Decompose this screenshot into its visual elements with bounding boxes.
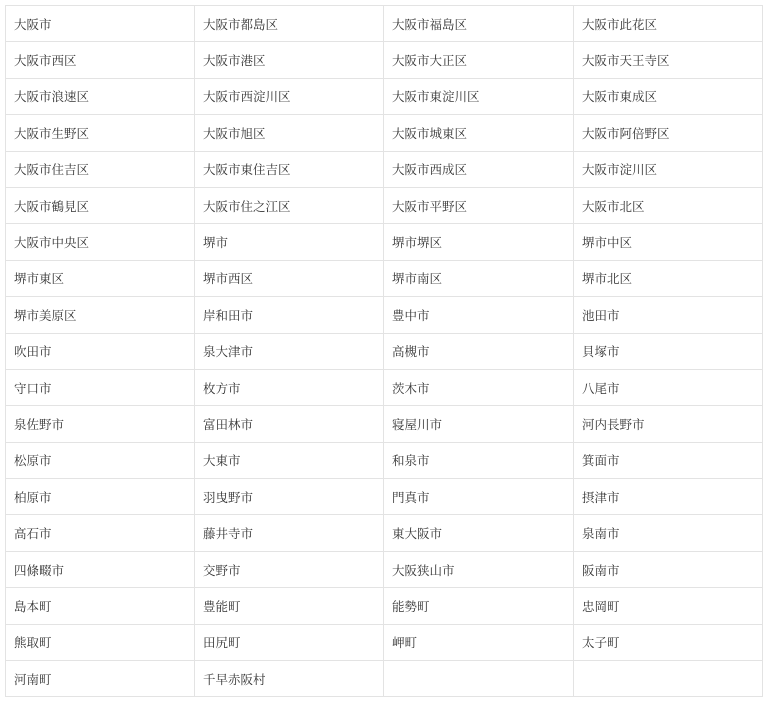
municipality-link[interactable]: 池田市	[574, 297, 763, 333]
municipality-link[interactable]: 大阪市都島区	[195, 6, 384, 42]
municipality-link[interactable]: 四條畷市	[6, 551, 195, 587]
municipality-link[interactable]: 大阪市淀川区	[574, 151, 763, 187]
municipality-link[interactable]: 大阪市北区	[574, 187, 763, 223]
municipality-link[interactable]: 枚方市	[195, 369, 384, 405]
municipality-link[interactable]: 阪南市	[574, 551, 763, 587]
municipality-link[interactable]: 大阪市住之江区	[195, 187, 384, 223]
municipality-link[interactable]: 高槻市	[384, 333, 574, 369]
municipality-link[interactable]: 大阪市天王寺区	[574, 42, 763, 78]
municipality-link[interactable]: 大阪狭山市	[384, 551, 574, 587]
municipality-link[interactable]: 大阪市住吉区	[6, 151, 195, 187]
municipality-link[interactable]: 大阪市中央区	[6, 224, 195, 260]
municipality-link[interactable]: 岸和田市	[195, 297, 384, 333]
municipality-link[interactable]: 和泉市	[384, 442, 574, 478]
municipality-link[interactable]: 堺市堺区	[384, 224, 574, 260]
municipality-link[interactable]: 羽曳野市	[195, 479, 384, 515]
table-row	[6, 369, 763, 405]
municipality-link[interactable]: 貝塚市	[574, 333, 763, 369]
municipality-link[interactable]: 豊中市	[384, 297, 574, 333]
table-row	[6, 442, 763, 478]
municipality-link[interactable]: 大阪市平野区	[384, 187, 574, 223]
empty-cell	[384, 661, 574, 697]
municipality-link[interactable]: 田尻町	[195, 624, 384, 660]
municipality-link[interactable]: 泉大津市	[195, 333, 384, 369]
municipality-link[interactable]: 堺市南区	[384, 260, 574, 296]
municipality-link[interactable]: 大阪市大正区	[384, 42, 574, 78]
municipality-link[interactable]: 河内長野市	[574, 406, 763, 442]
municipality-link[interactable]: 大阪市旭区	[195, 115, 384, 151]
municipality-link[interactable]: 泉佐野市	[6, 406, 195, 442]
municipality-link[interactable]: 大阪市鶴見区	[6, 187, 195, 223]
municipality-link[interactable]: 大阪市城東区	[384, 115, 574, 151]
empty-cell	[574, 661, 763, 697]
municipality-link[interactable]: 堺市西区	[195, 260, 384, 296]
municipality-link[interactable]: 大阪市浪速区	[6, 78, 195, 114]
municipality-link[interactable]: 交野市	[195, 551, 384, 587]
table-row	[6, 479, 763, 515]
municipality-link[interactable]: 藤井寺市	[195, 515, 384, 551]
municipality-table-body	[6, 6, 763, 697]
municipality-link[interactable]: 富田林市	[195, 406, 384, 442]
table-row	[6, 115, 763, 151]
municipality-link[interactable]: 熊取町	[6, 624, 195, 660]
municipality-link[interactable]: 門真市	[384, 479, 574, 515]
municipality-link[interactable]: 大阪市福島区	[384, 6, 574, 42]
municipality-link[interactable]: 大阪市東成区	[574, 78, 763, 114]
municipality-link[interactable]: 大阪市阿倍野区	[574, 115, 763, 151]
table-row	[6, 624, 763, 660]
municipality-link[interactable]: 寝屋川市	[384, 406, 574, 442]
municipality-link[interactable]: 吹田市	[6, 333, 195, 369]
table-row	[6, 297, 763, 333]
municipality-link[interactable]: 高石市	[6, 515, 195, 551]
municipality-link[interactable]: 大阪市生野区	[6, 115, 195, 151]
municipality-link[interactable]: 豊能町	[195, 588, 384, 624]
municipality-link[interactable]: 茨木市	[384, 369, 574, 405]
municipality-link[interactable]: 堺市北区	[574, 260, 763, 296]
municipality-link[interactable]: 堺市中区	[574, 224, 763, 260]
table-row	[6, 661, 763, 697]
table-row	[6, 42, 763, 78]
municipality-link[interactable]: 守口市	[6, 369, 195, 405]
municipality-link[interactable]: 能勢町	[384, 588, 574, 624]
municipality-link[interactable]: 大阪市東淀川区	[384, 78, 574, 114]
table-row	[6, 588, 763, 624]
municipality-link[interactable]: 太子町	[574, 624, 763, 660]
municipality-table	[5, 5, 763, 697]
municipality-link[interactable]: 大阪市西淀川区	[195, 78, 384, 114]
municipality-link[interactable]: 大阪市此花区	[574, 6, 763, 42]
municipality-link[interactable]: 柏原市	[6, 479, 195, 515]
municipality-link[interactable]: 千早赤阪村	[195, 661, 384, 697]
table-row	[6, 260, 763, 296]
municipality-link[interactable]: 堺市美原区	[6, 297, 195, 333]
table-row	[6, 551, 763, 587]
municipality-link[interactable]: 箕面市	[574, 442, 763, 478]
municipality-link[interactable]: 大阪市西区	[6, 42, 195, 78]
municipality-link[interactable]: 大阪市東住吉区	[195, 151, 384, 187]
municipality-link[interactable]: 東大阪市	[384, 515, 574, 551]
municipality-link[interactable]: 島本町	[6, 588, 195, 624]
table-row	[6, 515, 763, 551]
table-row	[6, 406, 763, 442]
municipality-link[interactable]: 松原市	[6, 442, 195, 478]
municipality-link[interactable]: 忠岡町	[574, 588, 763, 624]
municipality-link[interactable]: 泉南市	[574, 515, 763, 551]
municipality-link[interactable]: 河南町	[6, 661, 195, 697]
table-row	[6, 224, 763, 260]
municipality-link[interactable]: 大阪市港区	[195, 42, 384, 78]
table-row	[6, 78, 763, 114]
municipality-link[interactable]: 堺市東区	[6, 260, 195, 296]
table-row	[6, 187, 763, 223]
table-row	[6, 151, 763, 187]
municipality-link[interactable]: 大阪市西成区	[384, 151, 574, 187]
table-row	[6, 6, 763, 42]
table-row	[6, 333, 763, 369]
municipality-link[interactable]: 堺市	[195, 224, 384, 260]
municipality-link[interactable]: 八尾市	[574, 369, 763, 405]
municipality-link[interactable]: 大東市	[195, 442, 384, 478]
municipality-list	[5, 5, 763, 697]
municipality-link[interactable]: 大阪市	[6, 6, 195, 42]
municipality-link[interactable]: 岬町	[384, 624, 574, 660]
municipality-link[interactable]: 摂津市	[574, 479, 763, 515]
